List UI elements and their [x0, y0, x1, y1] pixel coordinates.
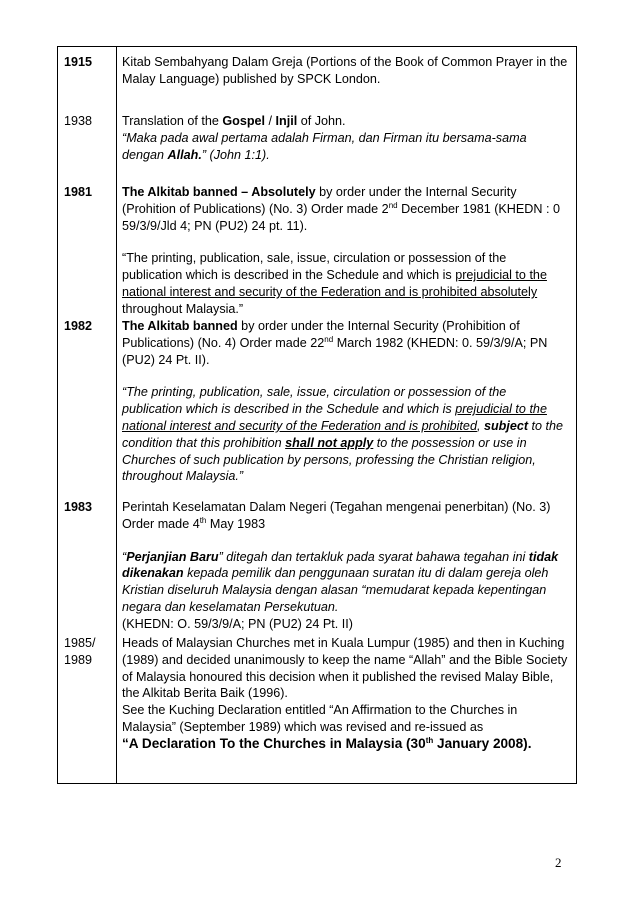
entry-1983-quote: “Perjanjian Baru” ditegah dan tertakluk pada syarat bahawa tegahan ini tidak dikenakan kepada pemilik dan penggunaan suratan itu di dalam gereja oleh Kristian diseluruh Malaysia dengan alasan “memudarat kepada kepentingan negara dan keselamatan Persekutuan. [122, 549, 559, 614]
entry-1983-reference: (KHEDN: O. 59/3/9/A; PN (PU2) 24 Pt. II) [122, 616, 353, 631]
entry-1982-quote: “The printing, publication, sale, issue, circulation or possession of the publication which is described in the Schedule and which is prejudicial to the national interest and security of the Federation and is prohibited, subject to the condition that this prohibition shall not apply to the possession or use in Churches of such publication by persons, professing the Christian religion, throughout Malaysia.” [122, 385, 564, 484]
entry-1985-text: Heads of Malaysian Churches met in Kuala Lumpur (1985) and then in Kuching (1989) and decided unanimously to keep the name “Allah” and the Bible Society of Malaysia honoured this decision when it published the revised Malay Bible, the Alkitab Berita Baik (1996). [122, 636, 568, 701]
page-number: 2 [555, 855, 562, 870]
entry-declaration-title: “A Declaration To the Churches in Malaysia (30th January 2008). [122, 735, 532, 751]
entry-1983-heading: Perintah Keselamatan Dalam Negeri (Tegahan mengenai penerbitan) (No. 3) Order made 4th May 1983 [122, 500, 551, 531]
entry-1981-quote: “The printing, publication, sale, issue, circulation or possession of the publication which is described in the Schedule and which is prejudicial to the national interest and security of the Federation and is prohibited absolutely throughout Malaysia.” [122, 251, 547, 316]
entry-1982-heading: The Alkitab banned by order under the Internal Security (Prohibition of Publications) (No. 4) Order made 22nd March 1982 (KHEDN: 0. 59/3/9/A; PN (PU2) 24 Pt. II). [122, 319, 548, 367]
entry-1989-text: See the Kuching Declaration entitled “An Affirmation to the Churches in Malaysia” (September 1989) which was revised and re-issued as [122, 703, 518, 734]
chronology-table [57, 46, 577, 784]
entry-1985-1989 [122, 635, 569, 753]
year-1938: 1938 [64, 114, 93, 128]
entry-1915 [122, 54, 569, 88]
column-divider [116, 47, 117, 783]
year-1983: 1983 [64, 500, 93, 514]
year-1982: 1982 [64, 319, 93, 333]
year-1915: 1915 [64, 55, 93, 69]
entry-1915-text: Kitab Sembahyang Dalam Greja (Portions of the Book of Common Prayer in the Malay Language) published by SPCK London. [122, 55, 568, 86]
entry-1982 [122, 318, 569, 485]
entry-1938-heading: Translation of the Gospel / Injil of John. [122, 114, 346, 128]
entry-1938 [122, 113, 569, 163]
entry-1938-quote: “Maka pada awal pertama adalah Firman, dan Firman itu bersama-sama dengan Allah.” (John 1:1). [122, 130, 527, 162]
year-1985-1989: 1985/ 1989 [64, 636, 96, 667]
entry-1983 [122, 499, 569, 633]
entry-1981 [122, 184, 569, 318]
entry-1981-heading: The Alkitab banned – Absolutely by order under the Internal Security (Prohition of Publications) (No. 3) Order made 2nd December 1981 (KHEDN : 0 59/3/9/Jld 4; PN (PU2) 24 pt. 11). [122, 185, 560, 233]
year-1981: 1981 [64, 185, 93, 199]
